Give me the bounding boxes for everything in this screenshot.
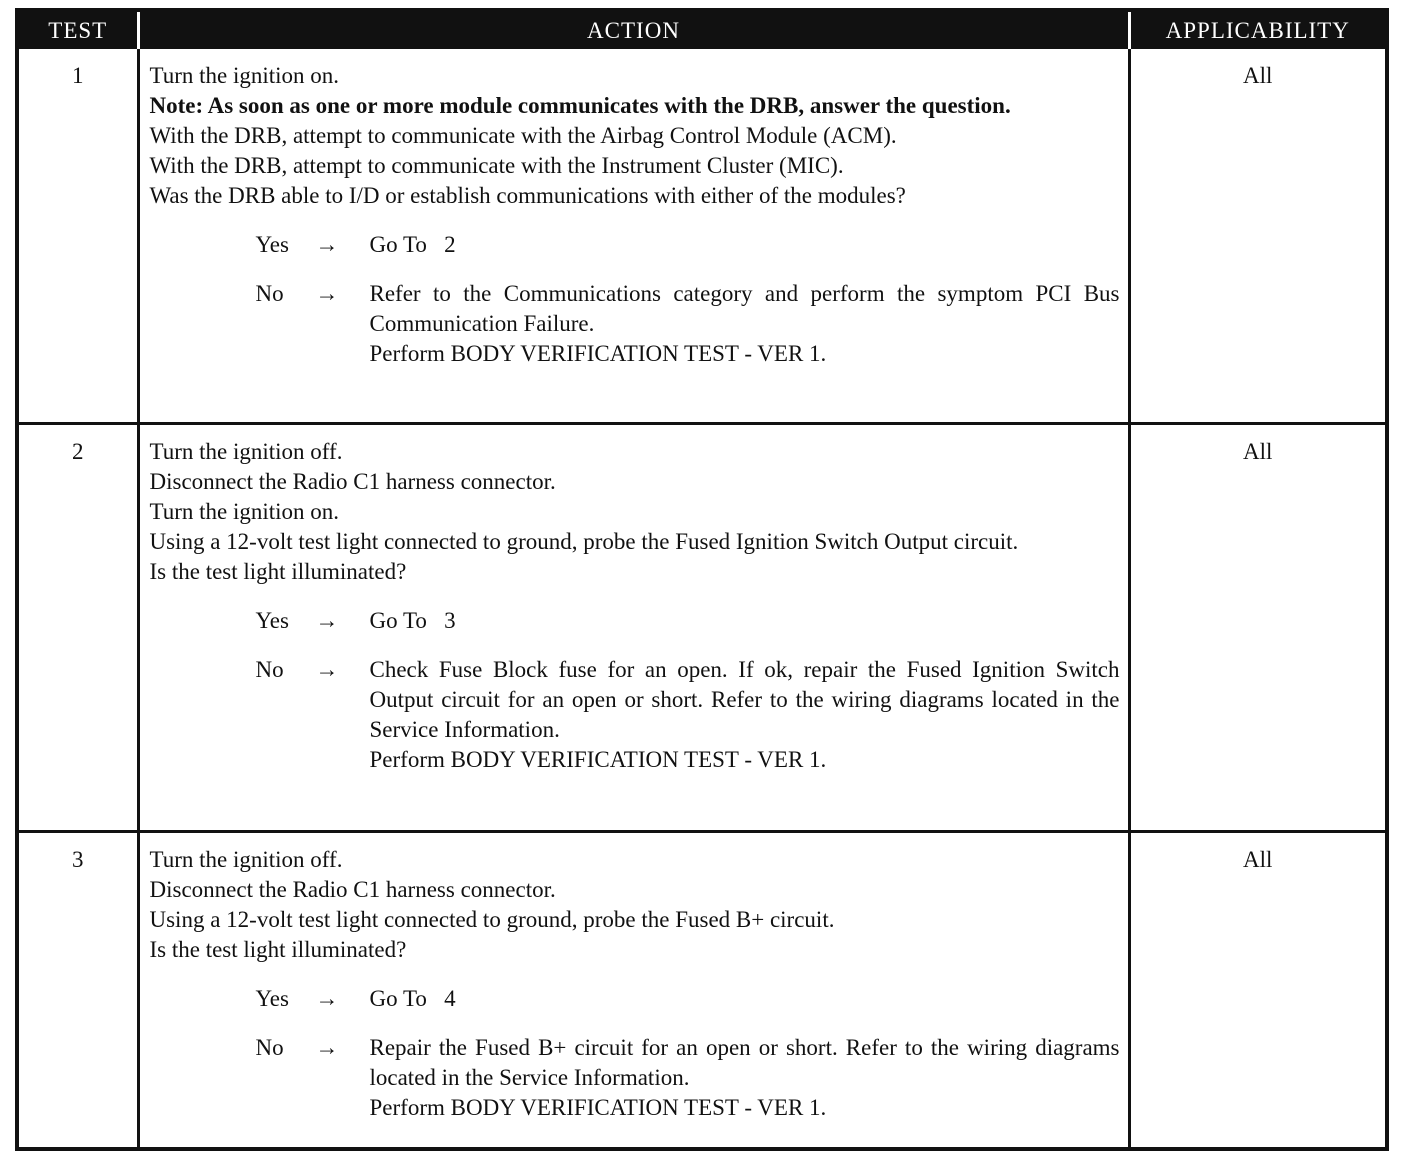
yes-label: Yes: [255, 232, 289, 257]
action-question: Is the test light illuminated?: [149, 559, 407, 584]
no-label: No: [255, 657, 284, 682]
arrow-icon: →: [315, 657, 339, 682]
test-action: [138, 49, 1129, 424]
test-row-1: [17, 49, 1387, 424]
test-applicability: All: [1129, 832, 1387, 1150]
yes-outcome: [150, 230, 1120, 260]
test-applicability: All: [1129, 424, 1387, 832]
yes-label: Yes: [255, 986, 289, 1011]
yes-label: Yes: [255, 608, 289, 633]
action-question: Is the test light illuminated?: [149, 937, 407, 962]
yes-result: Go To 2: [369, 232, 456, 257]
test-row-2: [17, 424, 1387, 832]
arrow-icon: →: [315, 281, 339, 306]
action-step: Disconnect the Radio C1 harness connector.: [149, 469, 556, 494]
no-label: No: [255, 1035, 284, 1060]
header-row: [17, 10, 1387, 49]
no-perform: Perform BODY VERIFICATION TEST - VER 1.: [369, 341, 827, 366]
yes-outcome: [150, 606, 1120, 636]
action-note: Note: As soon as one or more module communicates with the DRB, answer the question.: [149, 93, 1011, 118]
test-number: 2: [17, 424, 138, 832]
no-result: Refer to the Communications category and perform the symptom PCI Bus Communication Failure.: [369, 281, 1120, 336]
yes-result: Go To 3: [369, 608, 456, 633]
diagnostic-test-table: [15, 8, 1389, 1151]
action-step: Disconnect the Radio C1 harness connector.: [149, 877, 556, 902]
test-number: 1: [17, 49, 138, 424]
action-step: Using a 12-volt test light connected to ground, probe the Fused Ignition Switch Output circuit.: [149, 529, 1019, 554]
yes-outcome: [150, 984, 1120, 1014]
no-outcome: [150, 655, 1120, 775]
test-number: 3: [17, 832, 138, 1150]
no-outcome: [150, 1033, 1120, 1123]
arrow-icon: →: [315, 986, 339, 1011]
action-step: Turn the ignition off.: [149, 439, 343, 464]
header-applicability: APPLICABILITY: [1129, 10, 1387, 49]
arrow-icon: →: [315, 608, 339, 633]
test-row-3: [17, 832, 1387, 1150]
test-applicability: All: [1129, 49, 1387, 424]
no-result: Repair the Fused B+ circuit for an open or short. Refer to the wiring diagrams located in the Service Information.: [369, 1035, 1120, 1090]
no-perform: Perform BODY VERIFICATION TEST - VER 1.: [369, 1095, 827, 1120]
test-action: [138, 424, 1129, 832]
header-action: ACTION: [138, 10, 1129, 49]
action-step: Turn the ignition off.: [149, 847, 343, 872]
no-perform: Perform BODY VERIFICATION TEST - VER 1.: [369, 747, 827, 772]
action-question: Was the DRB able to I/D or establish communications with either of the modules?: [149, 183, 906, 208]
arrow-icon: →: [315, 1035, 339, 1060]
action-step: Turn the ignition on.: [149, 63, 340, 88]
header-test: TEST: [17, 10, 138, 49]
action-step: With the DRB, attempt to communicate with the Instrument Cluster (MIC).: [149, 153, 844, 178]
test-action: [138, 832, 1129, 1150]
no-result: Check Fuse Block fuse for an open. If ok, repair the Fused Ignition Switch Output circuit for an open or short. Refer to the wiring diagrams located in the Service Information.: [369, 657, 1120, 742]
no-label: No: [255, 281, 284, 306]
yes-result: Go To 4: [369, 986, 456, 1011]
action-step: Turn the ignition on.: [149, 499, 340, 524]
no-outcome: [150, 279, 1120, 369]
action-step: With the DRB, attempt to communicate with the Airbag Control Module (ACM).: [149, 123, 897, 148]
arrow-icon: →: [315, 232, 339, 257]
action-step: Using a 12-volt test light connected to ground, probe the Fused B+ circuit.: [149, 907, 835, 932]
